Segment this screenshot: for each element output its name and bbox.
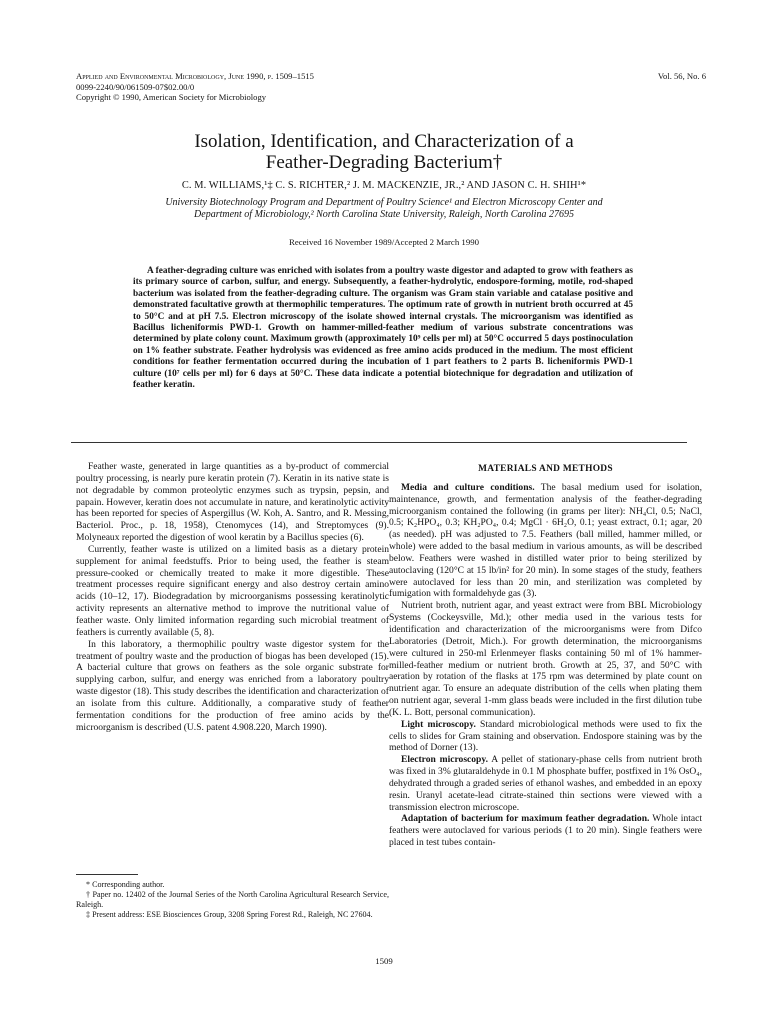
run-in-heading: Media and culture conditions. [401,481,535,493]
page-number: 1509 [375,956,393,966]
affiliation-line-2: Department of Microbiology,² North Carolina State University, Raleigh, North Carolina 27695 [194,209,574,221]
journal-volume: Vol. 56, No. 6 [657,71,706,81]
title-line-2: Feather-Degrading Bacterium† [265,152,503,173]
methods-paragraph [389,600,702,718]
footnotes [76,874,389,920]
received-dates: Received 16 November 1989/Accepted 2 March 1990 [288,237,480,247]
intro-paragraph-1: Feather waste, generated in large quantities as a by-product of commercial poultry processing, is nearly pure keratin protein (7). Keratin in its native state is not degradable by common proteolytic enzymes such as trypsin, pepsin, and papain. However, keratin does not accumulate in nature, and keratinolytic activity has been reported for species of Aspergillus (W. Koh, A. Santro, and R. Messing, Bacteriol. Proc., p. 18, 1958), Ctenomyces (14), and Streptomyces (9). Molyneaux reported the digestion of wool keratin by a Bacillus species (6). [76,461,389,544]
footnote-corresponding: * Corresponding author. [86,880,165,889]
right-column [389,461,702,849]
paragraph-text: The basal medium used for isolation, maintenance, growth, and fermentation analysis of the feather-degrading microorganism contained the following (in grams per liter): NH₄Cl, 0.5; NaCl, 0.5; K₂HPO₄, 0.3; KH₂PO₄, 0.4; MgCl · 6H₂O, 0.1; yeast extract, 0.1; agar, 20 (as needed). pH was adjusted to 7.5. Feathers (ball milled, hammer milled, or whole) were added to the basal medium in various amounts, as will be described below. Feathers were washed in distilled water prior to being sterilized by autoclaving (120°C at 15 lb/in² for 20 min). In some stages of the study, feathers were autoclaved for less than 20 min, and sterilization was completed by fumigation with formaldehyde gas (3). [389,481,703,600]
methods-paragraph [389,754,702,813]
journal-citation: Applied and Environmental Microbiology, June 1990, p. 1509–1515 [76,71,314,81]
run-in-heading: Light microscopy. [401,718,476,730]
methods-paragraph [389,813,702,849]
run-in-heading: Adaptation of bacterium for maximum feather degradation. [401,813,650,825]
intro-paragraph-3: In this laboratory, a thermophilic poultry waste digestor system for the treatment of poultry waste and the production of biogas has been developed (15). A bacterial culture that grows on feathers as the sole organic substrate for supplying carbon, sulfur, and energy was enriched from a laboratory poultry waste digestor (18). This study describes the identification and characterization of an isolate from this culture. Additionally, a comparative study of feather fermentation conditions for the production of free amino acids by the microorganism is described (U.S. patent 4.908.220, March 1990). [76,638,389,733]
paragraph-text: Nutrient broth, nutrient agar, and yeast extract were from BBL Microbiology Systems (Cockeysville, Md.); other media used in the various tests for identification and characterization of the microorganisms were from Difco Laboratories (Detroit, Mich.). For growth determination, the microorganisms were cultured in 250-ml Erlenmeyer flasks containing 50 ml of 1% hammer-milled-feather medium or nutrient broth. Growth at 25, 37, and 50°C with aeration by rotation of the flasks at 175 rpm was determined by plate count on nutrient agar. To ensure an adequate distribution of the cells when plating them on nutrient agar, several 1-mm glass beads were included in the first dilution tube (K. L. Bott, personal communication). [389,600,702,718]
methods-paragraph [389,482,702,600]
paragraph-text: Whole intact feathers were autoclaved for various periods (1 to 20 min). Single feathers were placed in test tubes contain- [389,813,702,849]
left-column [76,461,389,733]
journal-header [76,71,314,103]
intro-paragraph-2: Currently, feather waste is utilized on a limited basis as a dietary protein supplement for animal feedstuffs. Prior to being used, the feather is steam pressure-cooked or chemically treated to make it more digestible. These treatment processes require significant energy and also destroy certain amino acids (10–12, 17). Biodegradation by microorganisms possessing keratinolytic activity represents an alternative method to improve the nutritional value of feather waste. Only limited information regarding such microbial treatment of feathers is currently available (5, 8). [76,543,389,638]
paragraph-text: A pellet of stationary-phase cells from nutrient broth was fixed in 3% glutaraldehyde in 0.1 M phosphate buffer, postfixed in 1% OsO₄, dehydrated through a graded series of ethanol washes, and embedded in an epoxy resin. Uranyl acetate-lead citrate-stained thin sections were viewed with a transmission electron microscope. [389,754,702,813]
methods-heading: MATERIALS AND METHODS [478,464,613,474]
run-in-heading: Electron microscopy. [401,754,488,766]
footnote-divider [76,874,138,875]
footnote-present-address: ‡ Present address: ESE Biosciences Group, 3208 Spring Forest Rd., Raleigh, NC 27604. [86,910,373,919]
journal-copyright: Copyright © 1990, American Society for Microbiology [76,92,267,103]
affiliation-line-1: University Biotechnology Program and Department of Poultry Science¹ and Electron Microscopy Center and [165,197,603,208]
footnote-paper-number: † Paper no. 12402 of the Journal Series of the North Carolina Agricultural Research Service, Raleigh. [76,890,389,909]
methods-paragraph [389,719,702,755]
abstract-divider [71,442,687,443]
journal-issn: 0099-2240/90/061509-07$02.00/0 [76,81,195,92]
abstract: A feather-degrading culture was enriched with isolates from a poultry waste digestor and adapted to grow with feathers as its primary source of carbon, sulfur, and energy. Subsequently, a feather-hydrolytic, endospore-forming, motile, rod-shaped bacterium was isolated from the feather-degrading culture. The organism was Gram stain variable and catalase positive and demonstrated facultative growth at thermophilic temperatures. The optimum rate of growth in nutrient broth occurred at 45 to 50°C and at pH 7.5. Electron microscopy of the isolate showed internal crystals. The microorganism was identified as Bacillus licheniformis PWD-1. Growth on hammer-milled-feather medium of various substrate concentrations was determined by plate colony count. Maximum growth (approximately 10⁹ cells per ml) at 50°C occurred 5 days postinoculation on 1% feather substrate. Feather hydrolysis was evidenced as free amino acids produced in the medium. The most efficient conditions for feather fermentation occurred during the incubation of 1 part feathers to 2 parts B. licheniformis PWD-1 culture (10⁷ cells per ml) for 6 days at 50°C. These data indicate a potential biotechnique for degradation and utilization of feather keratin. [133,266,633,391]
article-title [80,131,688,173]
affiliations [80,197,688,222]
paragraph-text: Standard microbiological methods were used to fix the cells to slides for Gram staining and observation. Endospore staining was by the method of Dorner (13). [389,718,702,754]
author-list: C. M. WILLIAMS,¹‡ C. S. RICHTER,² J. M. MACKENZIE, JR.,² AND JASON C. H. SHIH¹* [181,180,587,191]
title-line-1: Isolation, Identification, and Characterization of a [194,131,574,152]
